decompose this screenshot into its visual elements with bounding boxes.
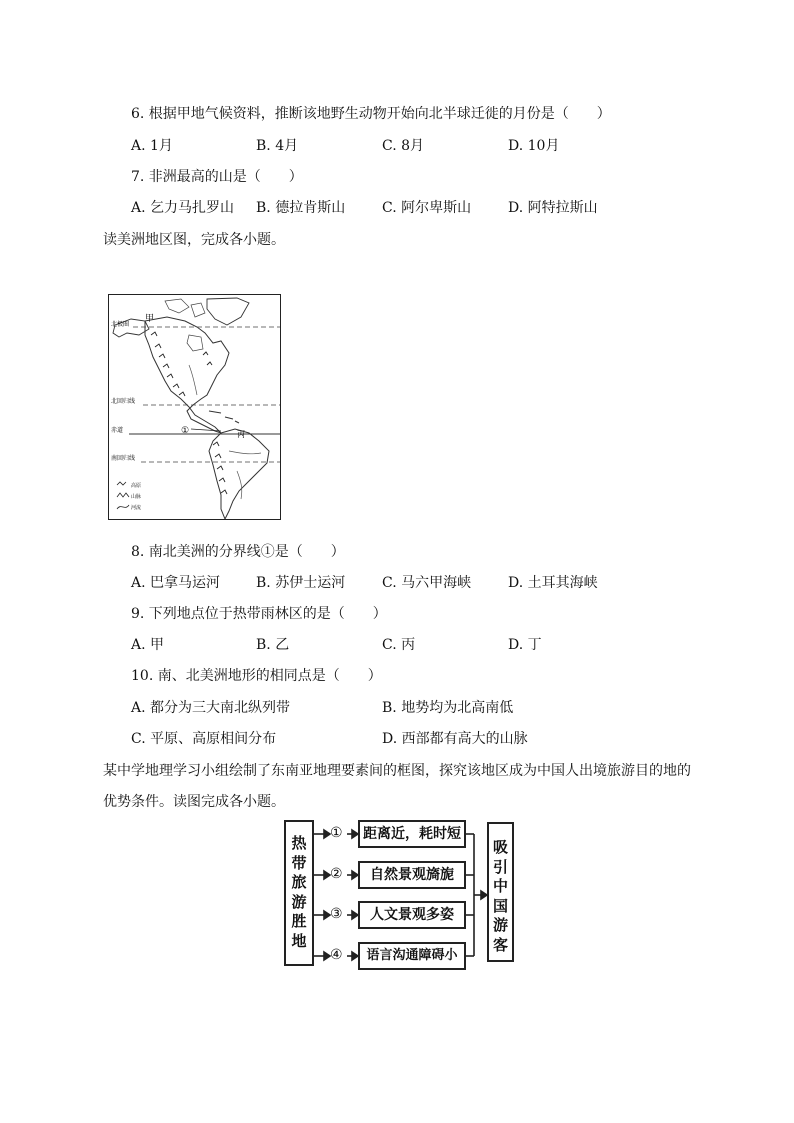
legend-plateau-text: 高原: [131, 483, 142, 489]
flow-number-2: ②: [330, 866, 343, 882]
caribbean-islands-shape: [209, 411, 239, 423]
location-jia-label: 甲: [145, 314, 155, 324]
q9-option-a[interactable]: A. 甲: [131, 637, 165, 653]
attract-tourists-text: 吸引中国游客: [492, 838, 508, 954]
flow-number-3: ③: [330, 906, 343, 922]
hudson-bay-shape: [187, 335, 203, 351]
arctic-islands-shape: [165, 299, 205, 317]
question-9-stem: 9. 下列地点位于热带雨林区的是（ ）: [131, 606, 387, 622]
tropic-capricorn-label: 南回归线: [111, 455, 136, 462]
advantage-distance-text: 距离近，耗时短: [363, 826, 461, 842]
q7-option-a[interactable]: A. 乞力马扎罗山: [131, 200, 235, 216]
north-america-shape: [145, 317, 229, 433]
q8-option-d[interactable]: D. 土耳其海峡: [508, 575, 598, 591]
q9-option-c[interactable]: C. 丙: [382, 637, 416, 653]
q8-option-c[interactable]: C. 马六甲海峡: [382, 575, 472, 591]
q8-option-b[interactable]: B. 苏伊士运河: [256, 575, 346, 591]
marker-pointer-line: [191, 429, 221, 431]
legend-mountain-icon: [117, 493, 129, 497]
tropical-tourism-text: 热带旅游胜地: [291, 834, 307, 950]
mountain-range-marks: [151, 332, 227, 494]
advantage-nature-box: [358, 861, 466, 889]
equator-label: 赤道: [111, 427, 124, 434]
q6-option-c[interactable]: C. 8月: [382, 138, 425, 154]
q7-option-d[interactable]: D. 阿特拉斯山: [508, 200, 598, 216]
arctic-circle-label: 北极圈: [111, 321, 130, 328]
q9-option-b[interactable]: B. 乙: [256, 637, 290, 653]
attract-tourists-box: [487, 822, 514, 962]
q7-option-b[interactable]: B. 德拉肯斯山: [256, 200, 346, 216]
legend-plateau-icon: [117, 482, 126, 485]
question-6-stem: 6. 根据甲地气候资料，推断该地野生动物开始向北半球迁徙的月份是（ ）: [131, 106, 611, 122]
advantage-culture-text: 人文景观多姿: [370, 907, 454, 923]
q10-option-b[interactable]: B. 地势均为北高南低: [382, 700, 514, 716]
q10-option-a[interactable]: A. 都分为三大南北纵列带: [131, 700, 291, 716]
question-10-stem: 10. 南、北美洲地形的相同点是（ ）: [131, 668, 382, 684]
tropical-tourism-box: [284, 820, 314, 966]
question-8-stem: 8. 南北美洲的分界线①是（ ）: [131, 544, 345, 560]
intro-southeast-asia-line-1: 某中学地理学习小组绘制了东南亚地理要素间的框图，探究该地区成为中国人出境旅游目的地的: [103, 763, 691, 779]
q6-option-d[interactable]: D. 10月: [508, 138, 560, 154]
flow-number-4: ④: [330, 947, 343, 963]
q10-option-d[interactable]: D. 西部都有高大的山脉: [382, 731, 528, 747]
greenland-shape: [207, 298, 249, 325]
q8-option-a[interactable]: A. 巴拿马运河: [131, 575, 221, 591]
advantage-culture-box: [358, 901, 466, 929]
location-bing-label: 丙: [237, 430, 245, 439]
q6-option-b[interactable]: B. 4月: [256, 138, 299, 154]
q6-option-a[interactable]: A. 1月: [131, 138, 173, 154]
americas-map-drawing: [109, 295, 281, 520]
question-7-stem: 7. 非洲最高的山是（ ）: [131, 169, 303, 185]
q10-option-c[interactable]: C. 平原、高原相间分布: [131, 731, 277, 747]
legend-river-text: 河流: [131, 505, 142, 511]
intro-southeast-asia-line-2: 优势条件。读图完成各小题。: [103, 794, 285, 810]
south-america-shape: [209, 429, 269, 519]
advantage-nature-text: 自然景观旖旎: [370, 867, 454, 883]
advantage-language-text: 语言沟通障碍小: [366, 948, 458, 963]
flow-number-1: ①: [330, 825, 343, 841]
tropic-cancer-label: 北回归线: [111, 398, 136, 405]
q9-option-d[interactable]: D. 丁: [508, 637, 542, 653]
tourism-flow-diagram: [284, 820, 516, 966]
q7-option-c[interactable]: C. 阿尔卑斯山: [382, 200, 472, 216]
advantage-language-box: [358, 942, 466, 970]
legend-river-icon: [117, 505, 129, 509]
legend-mountain-text: 山脉: [131, 494, 142, 500]
americas-map: [108, 294, 281, 520]
intro-america: 读美洲地区图，完成各小题。: [103, 232, 285, 248]
advantage-distance-box: [358, 820, 466, 848]
marker-1-label: ①: [181, 426, 190, 436]
